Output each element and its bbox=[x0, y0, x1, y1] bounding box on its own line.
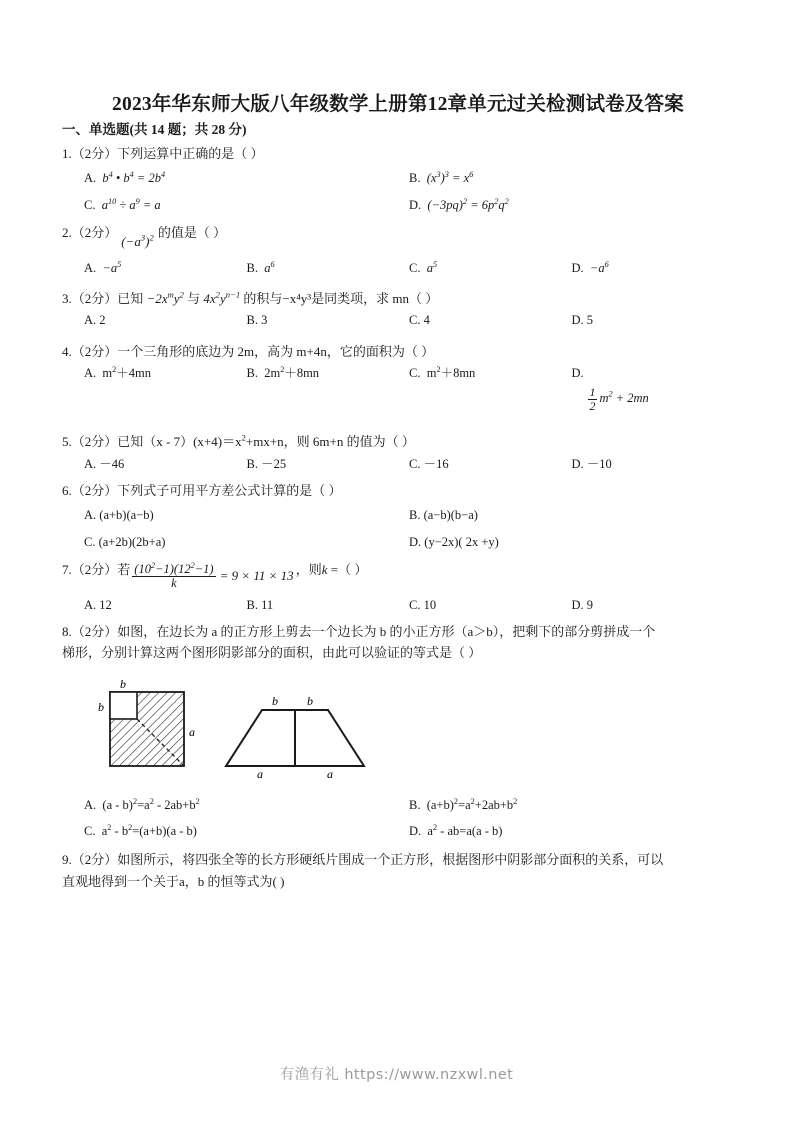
page-title: 2023年华东师大版八年级数学上册第12章单元过关检测试卷及答案 bbox=[112, 94, 684, 115]
option-a[interactable] bbox=[84, 454, 247, 475]
option-b-label: B. bbox=[246, 260, 258, 275]
square-label-top: b bbox=[120, 676, 126, 691]
question-1-number: 1. bbox=[62, 145, 72, 161]
question-8-stem-line2 bbox=[62, 642, 734, 663]
option-c[interactable] bbox=[409, 595, 572, 616]
trapezoid-label-top-left: b bbox=[272, 693, 278, 708]
option-b[interactable] bbox=[247, 595, 410, 616]
option-d-label: D. bbox=[571, 313, 584, 328]
option-c-text: $a^5$ bbox=[426, 259, 438, 275]
question-4 bbox=[62, 341, 734, 413]
document-content bbox=[62, 92, 734, 894]
option-a[interactable] bbox=[84, 363, 247, 384]
question-3-text-post: 的积与−x⁴y³是同类项，求 mn（ ） bbox=[243, 290, 439, 306]
option-b-label: B. bbox=[246, 456, 258, 471]
option-b-label: B. bbox=[246, 313, 258, 328]
option-a-text: $-a^5$ bbox=[102, 259, 122, 275]
question-8-number: 8. bbox=[62, 624, 72, 640]
question-4-text: 一个三角形的底边为 2m，高为 m+4n，它的面积为（ ） bbox=[117, 343, 435, 359]
question-3-stem bbox=[62, 288, 734, 309]
option-d[interactable] bbox=[572, 310, 735, 331]
question-8 bbox=[62, 621, 734, 844]
option-b-text: 11 bbox=[261, 597, 274, 612]
option-d-text: $-a^6$ bbox=[589, 259, 609, 275]
option-d-label: D. bbox=[409, 534, 422, 549]
question-6-options bbox=[62, 502, 734, 555]
option-a-text: $b^4$ • $b^4 = 2b^4$ bbox=[102, 170, 166, 186]
question-8-stem-line1 bbox=[62, 621, 734, 642]
question-6 bbox=[62, 480, 734, 555]
option-c-text: －16 bbox=[423, 456, 449, 471]
question-8-options bbox=[62, 792, 734, 845]
option-b[interactable] bbox=[247, 258, 410, 279]
option-a[interactable] bbox=[84, 165, 409, 191]
option-a-text: 12 bbox=[99, 597, 112, 612]
square-label-left: b bbox=[98, 699, 104, 714]
option-a[interactable] bbox=[84, 792, 409, 818]
option-b-label: B. bbox=[246, 365, 258, 380]
option-b-text: (a−b)(b−a) bbox=[423, 508, 478, 523]
option-b[interactable] bbox=[409, 502, 734, 528]
option-d[interactable] bbox=[409, 529, 734, 555]
question-5 bbox=[62, 431, 734, 475]
option-b-text: 3 bbox=[261, 313, 268, 328]
question-7-stem bbox=[62, 560, 734, 594]
question-6-points: （2分） bbox=[71, 482, 118, 498]
option-a-text: 2 bbox=[99, 313, 106, 328]
option-c[interactable] bbox=[84, 818, 409, 844]
option-d-text: $\frac{1}{2}$ $m^2 + 2mn$ bbox=[589, 385, 649, 413]
option-c-text: 4 bbox=[423, 313, 430, 328]
option-d-label: D. bbox=[409, 197, 422, 212]
option-d-label: D. bbox=[571, 260, 584, 275]
fraction-numerator: $(10^2-1)(12^2-1)$ bbox=[134, 561, 214, 577]
option-a[interactable] bbox=[84, 595, 247, 616]
option-c-label: C. bbox=[409, 597, 421, 612]
question-1-stem bbox=[62, 143, 734, 164]
option-c-label: C. bbox=[409, 260, 421, 275]
question-5-text: 已知$(x - 7)(x+4)=x^2+mx+n$，则 6m+n 的值为（ ） bbox=[117, 432, 415, 450]
option-c[interactable] bbox=[409, 258, 572, 279]
square-figure bbox=[98, 677, 195, 766]
option-a-text: $(a - b)^2=a^2 - 2ab+b^2$ bbox=[102, 796, 200, 812]
question-2-number: 2. bbox=[62, 224, 72, 240]
option-a-label: A. bbox=[84, 797, 97, 812]
option-c-text: $a^2 - b^2=(a+b)(a - b)$ bbox=[101, 823, 197, 839]
option-a[interactable] bbox=[84, 310, 247, 331]
question-3-number: 3. bbox=[62, 290, 72, 306]
question-2-text: 的值是（ ） bbox=[157, 224, 227, 240]
option-c-text: 10 bbox=[423, 597, 437, 612]
option-d-label: D. bbox=[571, 456, 584, 471]
option-d-label: D. bbox=[571, 365, 584, 380]
question-3-text-mid: 与 bbox=[187, 290, 201, 306]
question-9-text-1: 如图所示，将四张全等的长方形硬纸片围成一个正方形，根据图形中阴影部分面积的关系，可以 bbox=[117, 852, 664, 868]
option-c[interactable] bbox=[409, 454, 572, 475]
question-9-stem-line1 bbox=[62, 849, 734, 870]
option-a-label: A. bbox=[84, 365, 97, 380]
option-d-label: D. bbox=[409, 824, 422, 839]
option-d-label: D. bbox=[571, 597, 584, 612]
option-d[interactable] bbox=[572, 454, 735, 475]
section-heading: 一、单选题(共 14 题；共 28 分) bbox=[62, 122, 247, 138]
option-c[interactable] bbox=[84, 192, 409, 218]
option-c-text: (a+2b)(2b+a) bbox=[98, 534, 166, 549]
option-c[interactable] bbox=[84, 529, 409, 555]
option-d[interactable] bbox=[409, 192, 734, 218]
question-3-options bbox=[62, 310, 734, 331]
option-c-label: C. bbox=[409, 365, 421, 380]
option-a-label: A. bbox=[84, 456, 97, 471]
question-6-number: 6. bbox=[62, 482, 72, 498]
question-2-options bbox=[62, 258, 734, 279]
trapezoid-label-bottom-left: a bbox=[257, 766, 263, 779]
question-8-figure bbox=[62, 674, 734, 784]
question-7-points: （2分） bbox=[71, 561, 118, 577]
question-3 bbox=[62, 288, 734, 332]
option-b[interactable] bbox=[409, 792, 734, 818]
option-b[interactable] bbox=[247, 363, 410, 384]
question-9-stem-line2 bbox=[62, 871, 734, 892]
option-a-label: A. bbox=[84, 508, 97, 523]
option-d-text: 9 bbox=[586, 597, 594, 612]
option-d-text: 5 bbox=[586, 313, 594, 328]
option-b-label: B. bbox=[409, 171, 421, 186]
option-c-label: C. bbox=[84, 534, 96, 549]
option-a-text: (a+b)(a−b) bbox=[99, 508, 154, 523]
option-a-label: A. bbox=[84, 597, 97, 612]
option-b-label: B. bbox=[409, 797, 421, 812]
question-4-stem bbox=[62, 341, 734, 362]
option-a-label: A. bbox=[84, 313, 97, 328]
question-1 bbox=[62, 143, 734, 218]
option-b-text: $a^6$ bbox=[264, 259, 275, 275]
option-b-text: $2m^2+8mn$ bbox=[264, 364, 320, 380]
question-3-expression-1: $-2x^my^2$ bbox=[146, 289, 184, 306]
question-9-points: （2分） bbox=[71, 852, 118, 868]
question-7-number: 7. bbox=[62, 561, 72, 577]
option-b-text: $(x^3)^3 = x^6$ bbox=[426, 170, 474, 186]
option-c-text: $m^2+8mn$ bbox=[426, 364, 476, 380]
question-2-expression: $(-a^3)^2$ bbox=[121, 232, 154, 249]
option-c[interactable] bbox=[409, 363, 572, 384]
question-1-text: 下列运算中正确的是（ ） bbox=[117, 145, 264, 161]
footer-watermark: 有渔有礼 https://www.nzxwl.net bbox=[279, 1067, 514, 1083]
square-label-right: a bbox=[189, 724, 195, 739]
option-b[interactable] bbox=[409, 165, 734, 191]
option-d-text: $a^2 - ab=a(a - b)$ bbox=[427, 823, 503, 839]
option-b-text: －25 bbox=[261, 456, 287, 471]
option-b[interactable] bbox=[247, 310, 410, 331]
option-b-label: B. bbox=[409, 508, 421, 523]
question-3-expression-2: $4x^2y^{n-1}$ bbox=[203, 289, 241, 306]
trapezoid-figure bbox=[226, 694, 364, 779]
question-3-points: （2分） bbox=[71, 290, 118, 306]
question-8-points: （2分） bbox=[71, 624, 118, 640]
question-2-stem bbox=[62, 223, 734, 249]
question-7-equals: = 9 × 11 × 13 bbox=[219, 568, 294, 584]
question-7-options bbox=[62, 595, 734, 616]
option-a-label: A. bbox=[84, 260, 97, 275]
option-b[interactable] bbox=[247, 454, 410, 475]
option-c-label: C. bbox=[409, 313, 421, 328]
option-a-label: A. bbox=[84, 171, 97, 186]
option-d[interactable] bbox=[572, 595, 735, 616]
option-c-text: $a^{10} \div a^9 = a$ bbox=[101, 196, 161, 212]
option-d[interactable] bbox=[409, 818, 734, 844]
option-c-label: C. bbox=[84, 197, 96, 212]
question-2 bbox=[62, 223, 734, 279]
option-d-text: (y−2x)( 2x +y) bbox=[424, 534, 499, 549]
option-b-label: B. bbox=[246, 597, 258, 612]
question-7-fraction bbox=[132, 563, 215, 590]
trapezoid-label-top-right: b bbox=[307, 693, 313, 708]
question-4-points: （2分） bbox=[71, 343, 118, 359]
fraction-denominator: k bbox=[132, 576, 215, 590]
question-7-text-pre: 若 bbox=[117, 561, 131, 577]
question-5-number: 5. bbox=[62, 434, 72, 450]
question-5-options bbox=[62, 454, 734, 475]
question-9-text-2: 直观地得到一个关于a，b 的恒等式为( ) bbox=[62, 873, 285, 889]
area-identity-diagram bbox=[92, 674, 382, 779]
option-a[interactable] bbox=[84, 258, 247, 279]
option-c[interactable] bbox=[409, 310, 572, 331]
option-a[interactable] bbox=[84, 502, 409, 528]
question-4-number: 4. bbox=[62, 343, 72, 359]
question-9-number: 9. bbox=[62, 852, 72, 868]
question-7-text-post: ，则k =（ ） bbox=[295, 561, 368, 577]
option-d[interactable] bbox=[572, 258, 735, 279]
question-5-points: （2分） bbox=[71, 434, 118, 450]
option-c-label: C. bbox=[409, 456, 421, 471]
option-a-text: $m^2+4mn$ bbox=[102, 364, 151, 380]
question-4-options bbox=[62, 363, 734, 412]
question-6-stem bbox=[62, 480, 734, 501]
trapezoid-label-bottom-right: a bbox=[327, 766, 333, 779]
option-d-text: $(-3pq)^2 = 6p^2q^2$ bbox=[427, 196, 509, 212]
option-d-text: －10 bbox=[586, 456, 612, 471]
option-c-label: C. bbox=[84, 824, 96, 839]
question-8-text-1: 如图，在边长为 a 的正方形上剪去一个边长为 b 的小正方形（a＞b），把剩下的部分剪拼成一个 bbox=[117, 624, 656, 640]
question-2-points: （2分） bbox=[71, 224, 118, 240]
question-1-options bbox=[62, 165, 734, 218]
question-5-stem bbox=[62, 431, 734, 452]
question-3-text-pre: 已知 bbox=[117, 290, 144, 306]
option-a-text: －46 bbox=[99, 456, 125, 471]
question-7 bbox=[62, 560, 734, 616]
option-d[interactable] bbox=[572, 363, 735, 412]
option-b-text: $(a+b)^2=a^2+2ab+b^2$ bbox=[426, 796, 518, 812]
question-6-text: 下列式子可用平方差公式计算的是（ ） bbox=[117, 482, 342, 498]
question-1-points: （2分） bbox=[71, 145, 118, 161]
question-8-text-2: 梯形，分别计算这两个图形阴影部分的面积，由此可以验证的等式是（ ） bbox=[62, 645, 482, 661]
question-9 bbox=[62, 849, 734, 892]
